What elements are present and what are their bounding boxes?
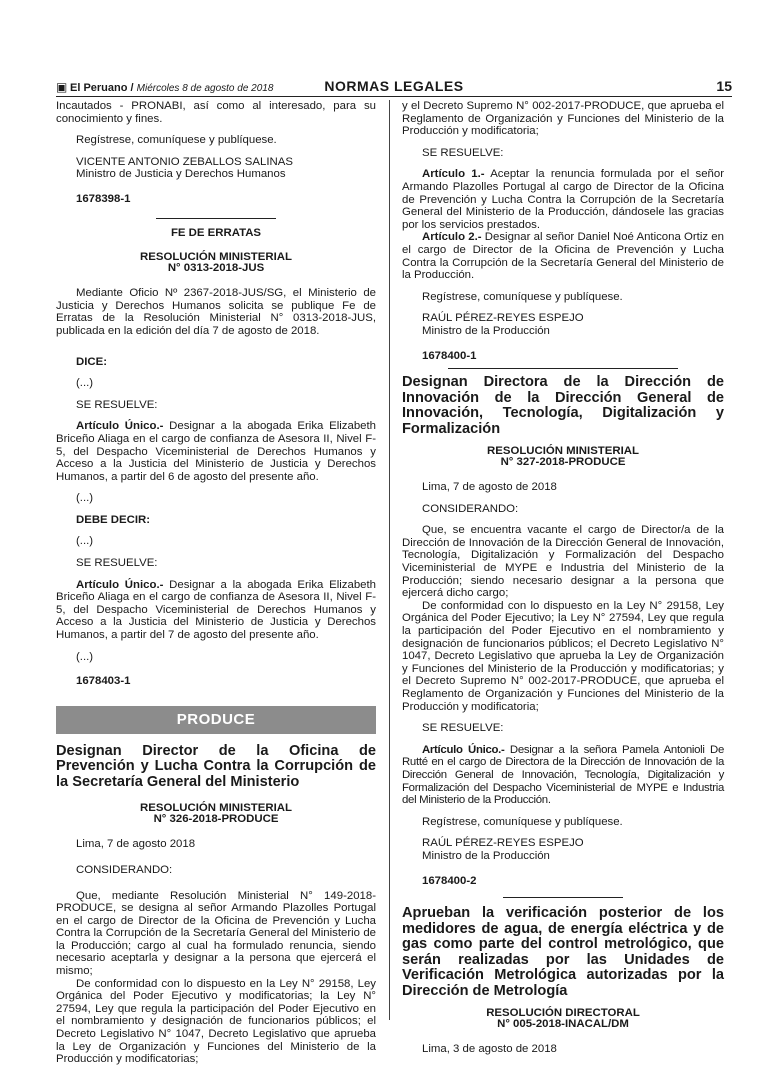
article-paragraph (402, 744, 724, 807)
ellipsis: (...) (76, 377, 94, 390)
article-text: Designar a la abogada Erika Elizabeth Briceño Aliaga en el cargo de confianza de Asesora II, Nivel F-5, del Despacho Viceministerial de Derechos Humanos y Acceso a la Justicia del Ministerio de Justicia y Derechos Humanos, a partir del 6 de agosto del presente año. (56, 420, 376, 483)
date-line: Lima, 3 de agosto de 2018 (422, 1043, 557, 1056)
resolution-title: RESOLUCIÓN MINISTERIAL (140, 802, 292, 815)
article-text: Designar al señor Daniel Noé Anticona Ortiz en el cargo de Director de la Oficina de Prevención y Lucha Contra la Corrupción de la Secretaría General del Ministerio de la Producción. (402, 231, 724, 282)
article-label: Artículo 1.- (422, 168, 485, 181)
separator-rule (448, 368, 678, 369)
article-paragraph (56, 420, 376, 483)
page-header (56, 78, 732, 97)
errata-heading: FE DE ERRATAS (170, 226, 262, 239)
signatory-title: Ministro de la Producción (422, 324, 550, 337)
section-title: NORMAS LEGALES (324, 78, 464, 94)
resolves-label: SE RESUELVE: (422, 146, 504, 159)
document-code: 1678403-1 (76, 675, 131, 688)
separator-rule (503, 897, 623, 898)
resolution-title: RESOLUCIÓN MINISTERIAL (140, 251, 292, 264)
resolution-number: N° 326-2018-PRODUCE (153, 813, 279, 826)
article-text: Designar a la señora Pamela Antonioli De Rutté en el cargo de Directora de la Dirección de Innovación de la Dirección General de Innovación, Tecnología, Digitalización y Formalización del Despacho Viceministerial de MYPE e Industria del Ministerio de la Producción. (402, 743, 724, 807)
date-line: Lima, 7 de agosto de 2018 (422, 481, 557, 494)
resolution-number: N° 005-2018-INACAL/DM (497, 1018, 629, 1031)
closing-formula: Regístrese, comuníquese y publíquese. (422, 815, 623, 828)
el-peruano-logo-icon: ▣ (56, 80, 68, 94)
paragraph: Incautados - PRONABI, así como al interesado, para su conocimiento y fines. (56, 100, 376, 125)
closing-formula: Regístrese, comuníquese y publíquese. (76, 134, 277, 147)
article-headline: Designan Director de la Oficina de Prevención y Lucha Contra la Corrupción de la Secretaría General del Ministerio (56, 742, 376, 790)
resolves-label: SE RESUELVE: (76, 398, 158, 411)
article-headline: Designan Directora de la Dirección de Innovación de la Dirección General de Innovación, Tecnología, Digitalización y Formalización (402, 374, 724, 437)
article-text: Designar a la abogada Erika Elizabeth Briceño Aliaga en el cargo de confianza de Asesora II, Nivel F-5, del Despacho Viceministerial de Derechos Humanos y Acceso a la Justicia del Ministerio de Justicia y Derechos Humanos, a partir del 7 de agosto del presente año. (56, 578, 376, 642)
page-number: 15 (716, 78, 732, 94)
ellipsis: (...) (76, 535, 94, 548)
document-code: 1678400-2 (422, 874, 477, 887)
resolution-title: RESOLUCIÓN DIRECTORAL (486, 1007, 640, 1020)
article-paragraph (402, 168, 724, 231)
column-divider (389, 100, 390, 1020)
debe-decir-label: DEBE DECIR: (76, 513, 151, 526)
document-code: 1678400-1 (422, 349, 477, 362)
ellipsis: (...) (76, 492, 94, 505)
publication-brand: ▣ El Peruano / Miércoles 8 de agosto de 2018 (56, 80, 274, 94)
paragraph: Que, mediante Resolución Ministerial N° 149-2018-PRODUCE, se designa al señor Armando Plazolles Portugal en el cargo de Director de la Oficina de Prevención y Lucha Contra la Corrupción de la Secretaría General del Ministerio de la Producción; cargo al cual ha formulado renuncia, siendo necesario aceptarla y designar a la persona que ejercerá el mismo; (56, 889, 376, 978)
article-label: Artículo Único.- (422, 743, 505, 756)
article-paragraph (402, 231, 724, 281)
resolution-title: RESOLUCIÓN MINISTERIAL (487, 445, 639, 458)
date-line: Lima, 7 de agosto 2018 (76, 838, 196, 851)
resolves-label: SE RESUELVE: (76, 557, 158, 570)
left-column (56, 100, 376, 1066)
publication-date: Miércoles 8 de agosto de 2018 (136, 83, 274, 94)
article-label: Artículo Único.- (76, 578, 164, 591)
paragraph: Mediante Oficio Nº 2367-2018-JUS/SG, el Ministerio de Justicia y Derechos Humanos solicita se publique Fe de Erratas de la Resolución Ministerial N° 0313-2018-JUS, publicada en la edición del día 7 de agosto de 2018. (56, 287, 376, 337)
article-label: Artículo Único.- (76, 420, 164, 433)
section-banner: PRODUCE (56, 706, 376, 734)
article-label: Artículo 2.- (422, 231, 482, 244)
document-code: 1678398-1 (76, 192, 131, 205)
dice-label: DICE: (76, 355, 108, 368)
signatory-name: RAÚL PÉREZ-REYES ESPEJO (422, 837, 584, 850)
signatory-title: Ministro de Justicia y Derechos Humanos (76, 168, 286, 181)
resolves-label: SE RESUELVE: (422, 722, 504, 735)
signatory-title: Ministro de la Producción (422, 849, 550, 862)
separator-rule (156, 218, 276, 219)
resolution-number: N° 0313-2018-JUS (167, 262, 265, 275)
paragraph: De conformidad con lo dispuesto en la Ley N° 29158, Ley Orgánica del Poder Ejecutivo; la Ley N° 27594, Ley que regula la participación del Poder Ejecutivo en el nombramiento y designación de funcionarios públicos; el Decreto Legislativo N° 1047, Decreto Legislativo que aprueba la Ley de Organización y Funciones del Ministerio de la Producción y modificatorias; y el Decreto Supremo N° 002-2017-PRODUCE, que aprueba el Reglamento de Organización y Funciones del Ministerio de la Producción y modificatoria; (402, 599, 724, 713)
considering-label: CONSIDERANDO: (76, 863, 173, 876)
closing-formula: Regístrese, comuníquese y publíquese. (422, 290, 623, 303)
signatory-name: VICENTE ANTONIO ZEBALLOS SALINAS (76, 155, 293, 168)
brand-name: El Peruano (70, 82, 128, 94)
paragraph: De conformidad con lo dispuesto en la Ley N° 29158, Ley Orgánica del Poder Ejecutivo y modificatorias; la Ley N° 27594, Ley que regula la participación del Poder Ejecutivo en el nombramiento y designación de funcionarios públicos; el Decreto Legislativo N° 1047, Decreto Legislativo que aprueba la Ley de Organización y Funciones del Ministerio de la Producción y modificatorias; (56, 977, 376, 1066)
article-paragraph (56, 579, 376, 642)
resolution-number: N° 327-2018-PRODUCE (500, 456, 626, 469)
paragraph: y el Decreto Supremo N° 002-2017-PRODUCE, que aprueba el Reglamento de Organización y Funciones del Ministerio de la Producción y modificatoria; (402, 100, 724, 138)
signatory-name: RAÚL PÉREZ-REYES ESPEJO (422, 312, 584, 325)
right-column (402, 100, 724, 1056)
considering-label: CONSIDERANDO: (422, 502, 519, 515)
paragraph: Que, se encuentra vacante el cargo de Director/a de la Dirección de Innovación de la Dirección General de Innovación, Tecnología, Digitalización y Formalización del Despacho Viceministerial de MYPE e Industria del Ministerio de la Producción; siendo necesario designar a la persona que ejercerá dicho cargo; (402, 524, 724, 600)
article-headline: Aprueban la verificación posterior de los medidores de agua, de energía eléctrica y de gas como parte del control metrológico, que serán realizadas por las Unidades de Verificación Metrológica autorizadas por la Dirección de Metrología (402, 905, 724, 999)
article-text: Aceptar la renuncia formulada por el señor Armando Plazolles Portugal al cargo de Director de la Oficina de Prevención y Lucha Contra la Corrupción de la Secretaría General del Ministerio de la Producción, dándosele las gracias por los servicios prestados. (402, 168, 724, 231)
ellipsis: (...) (76, 650, 94, 663)
